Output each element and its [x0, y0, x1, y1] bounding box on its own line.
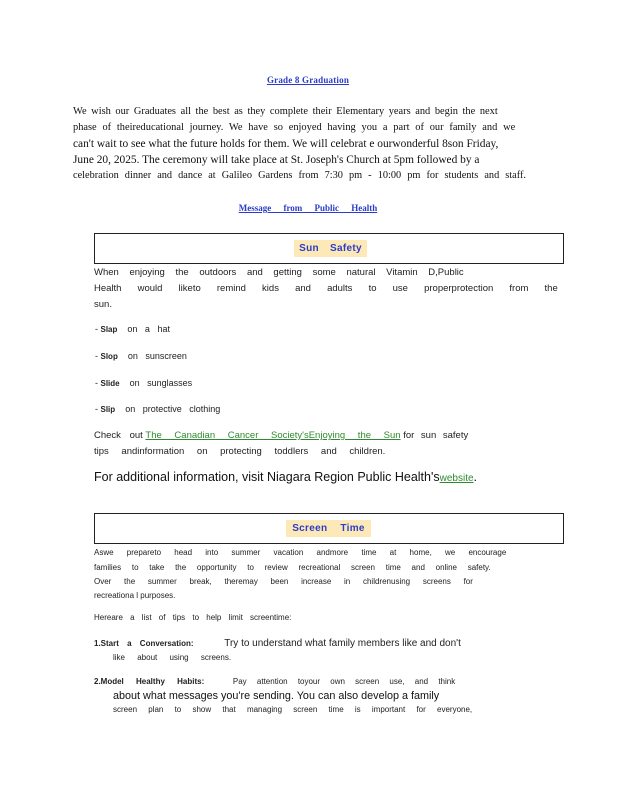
tip-2-line-2: about what messages you're sending. You can also develop a family	[113, 690, 440, 702]
bullet-term: Slap	[100, 325, 118, 334]
tip-1-line-2: like about using screens.	[113, 653, 232, 662]
screen-time-title: Screen Time	[286, 520, 371, 537]
tip-2-label: 2.Model Healthy Habits:	[94, 677, 205, 686]
sun-intro-line-2: Health would liketo remind kids and adults to use properprotection from the	[94, 283, 558, 294]
bullet-text: on protective clothing	[125, 404, 221, 414]
sun-intro-line-1: When enjoying the outdoors and getting some natural Vitamin D,Public	[94, 267, 464, 278]
tip-2-line-3: screen plan to show that managing screen time is important for everyone,	[113, 705, 473, 714]
graduation-line-4: June 20, 2025. The ceremony will take place at St. Joseph's Church at 5pm followed by a	[73, 154, 480, 166]
niagara-website-link[interactable]: website	[439, 473, 474, 484]
sun-intro-line-3: sun.	[94, 299, 112, 310]
bullet-text: on sunglasses	[129, 378, 193, 388]
additional-prefix: For additional information, visit Niagara Region Public Health's	[94, 470, 440, 484]
bullet-text: on a hat	[127, 324, 170, 334]
screen-tips-intro: Hereare a list of tips to help limit screentime:	[94, 613, 292, 622]
bullet-text: on sunscreen	[127, 351, 187, 361]
graduation-paragraph	[73, 104, 533, 184]
tip-2-line-1	[94, 676, 455, 687]
sun-bullet-slip: - Slip on protective clothing	[95, 404, 221, 414]
sun-check-line-1	[94, 430, 468, 441]
sun-safety-header-box	[94, 233, 564, 264]
sun-safety-title: Sun Safety	[294, 240, 367, 257]
sun-bullet-slide: - Slide on sunglasses	[95, 378, 193, 388]
tip-1-text: Try to understand what family members like and don't	[224, 638, 461, 649]
screen-intro-line-3: Over the summer break, theremay been increase in childrenusing screens for	[94, 577, 473, 586]
graduation-line-1: We wish our Graduates all the best as they complete their Elementary years and begin the next	[73, 106, 498, 117]
tip-1-line-1	[94, 638, 461, 649]
additional-suffix: .	[473, 470, 478, 484]
sun-additional-info	[94, 470, 477, 484]
sun-bullet-slop: - Slop on sunscreen	[95, 351, 187, 361]
check-suffix: for sun safety	[403, 430, 469, 441]
tip-2-text: Pay attention toyour own screen use, and think	[232, 677, 456, 686]
graduation-heading[interactable]: Grade 8 Graduation	[266, 75, 350, 85]
screen-intro-line-1: Aswe prepareto head into summer vacation andmore time at home, we encourage	[94, 548, 507, 557]
sun-check-line-2: tips andinformation on protecting toddlers and children.	[94, 446, 386, 457]
bullet-term: Slop	[100, 352, 118, 361]
check-prefix: Check out	[94, 430, 143, 441]
sun-bullet-slap: - Slap on a hat	[95, 324, 170, 334]
bullet-term: Slide	[100, 379, 120, 388]
screen-intro-line-4: recreationa l purposes.	[94, 591, 176, 600]
graduation-line-5: celebration dinner and dance at Galileo Gardens from 7:30 pm - 10:00 pm for students and staff.	[73, 170, 526, 181]
screen-intro-line-2: families to take the opportunity to review recreational screen time and online safety.	[94, 563, 491, 572]
public-health-heading[interactable]: Message from Public Health	[238, 203, 378, 213]
cancer-society-link[interactable]: The Canadian Cancer Society'sEnjoying the Sun	[145, 430, 401, 441]
graduation-line-2: phase of theireducational journey. We have so enjoyed having you a part of our family and we	[73, 122, 516, 133]
tip-1-label: 1.Start a Conversation:	[94, 639, 194, 648]
bullet-term: Slip	[100, 405, 116, 414]
screen-time-header-box	[94, 513, 564, 544]
graduation-line-3: can't wait to see what the future holds for them. We will celebrat e ourwonderful 8son Friday,	[73, 138, 499, 150]
